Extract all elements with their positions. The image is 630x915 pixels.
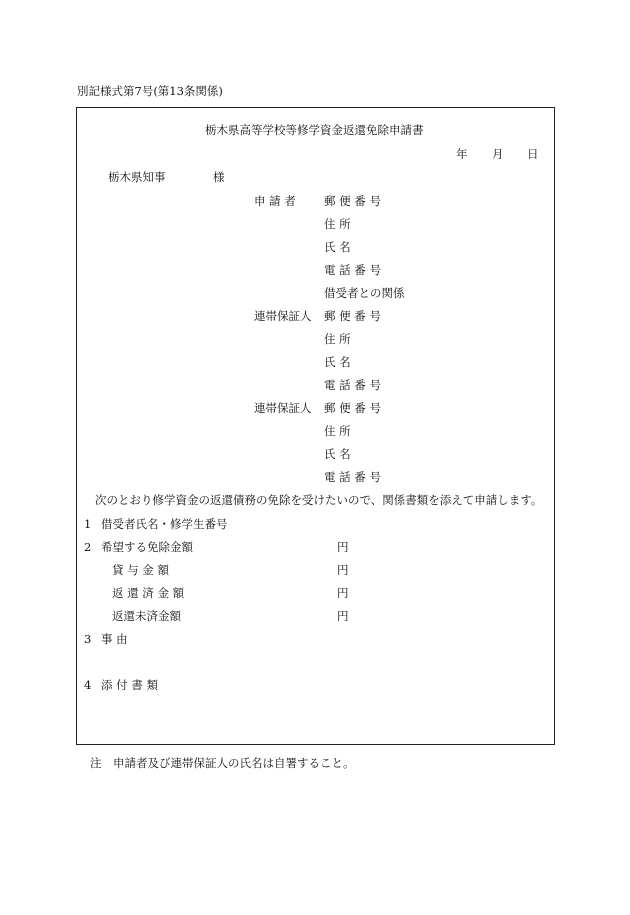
form-title: 栃木県高等学校等修学資金返還免除申請書 — [205, 123, 424, 137]
guarantor1-address-label: 住 所 — [324, 332, 351, 346]
guarantor2-name-label: 氏 名 — [324, 447, 351, 461]
form-label: 別記様式第7号(第13条関係) — [77, 84, 223, 98]
applicant-name-label: 氏 名 — [324, 240, 351, 254]
repaid-amount-unit: 円 — [337, 586, 349, 600]
applicant-role: 申 請 者 — [254, 194, 296, 208]
item1-label: 借受者氏名・修学生番号 — [101, 517, 228, 531]
applicant-address-label — [324, 219, 408, 231]
request-statement: 次のとおり修学資金の返還債務の免除を受けたいので、関係書類を添えて申請します。 — [95, 493, 543, 507]
addressee-honorific: 様 — [213, 170, 225, 184]
item4-label: 添 付 書 類 — [101, 678, 158, 692]
item4-number: 4 — [84, 678, 92, 692]
addressee-name: 栃木県知事 — [108, 170, 166, 184]
guarantor1-role: 連帯保証人 — [254, 309, 312, 323]
date-month: 月 — [492, 147, 504, 161]
unpaid-amount-unit: 円 — [337, 609, 349, 623]
guarantor1-phone-label: 電 話 番 号 — [324, 378, 381, 392]
item3-number: 3 — [84, 632, 92, 646]
guarantor2-phone-label: 電 話 番 号 — [324, 470, 381, 484]
item3-label: 事 由 — [101, 632, 128, 646]
unpaid-amount-label: 返還未済金額 — [112, 609, 181, 623]
guarantor1-postal-code-label: 郵 便 番 号 — [324, 309, 381, 323]
date-year: 年 — [456, 147, 468, 161]
repaid-amount-label: 返 還 済 金 額 — [112, 586, 185, 600]
loan-amount-unit: 円 — [337, 563, 349, 577]
guarantor1-name-label: 氏 名 — [324, 355, 351, 369]
item1-number: 1 — [84, 517, 92, 531]
guarantor2-address-label: 住 所 — [324, 424, 351, 438]
item2-unit: 円 — [337, 540, 349, 554]
loan-amount-label: 貸 与 金 額 — [112, 563, 169, 577]
guarantor2-postal-code-label: 郵 便 番 号 — [324, 401, 381, 415]
item2-label: 希望する免除金額 — [101, 540, 193, 554]
guarantor2-role: 連帯保証人 — [254, 401, 312, 415]
applicant-address-label-text: 住 所 — [324, 217, 351, 231]
date-day: 日 — [527, 147, 539, 161]
applicant-postal-code-label: 郵 便 番 号 — [324, 194, 381, 208]
footnote: 注 申請者及び連帯保証人の氏名は自署すること。 — [90, 756, 355, 770]
application-form — [76, 107, 555, 745]
applicant-phone-label: 電 話 番 号 — [324, 263, 381, 277]
item2-number: 2 — [84, 540, 92, 554]
applicant-relation-label: 借受者との関係 — [324, 286, 405, 300]
